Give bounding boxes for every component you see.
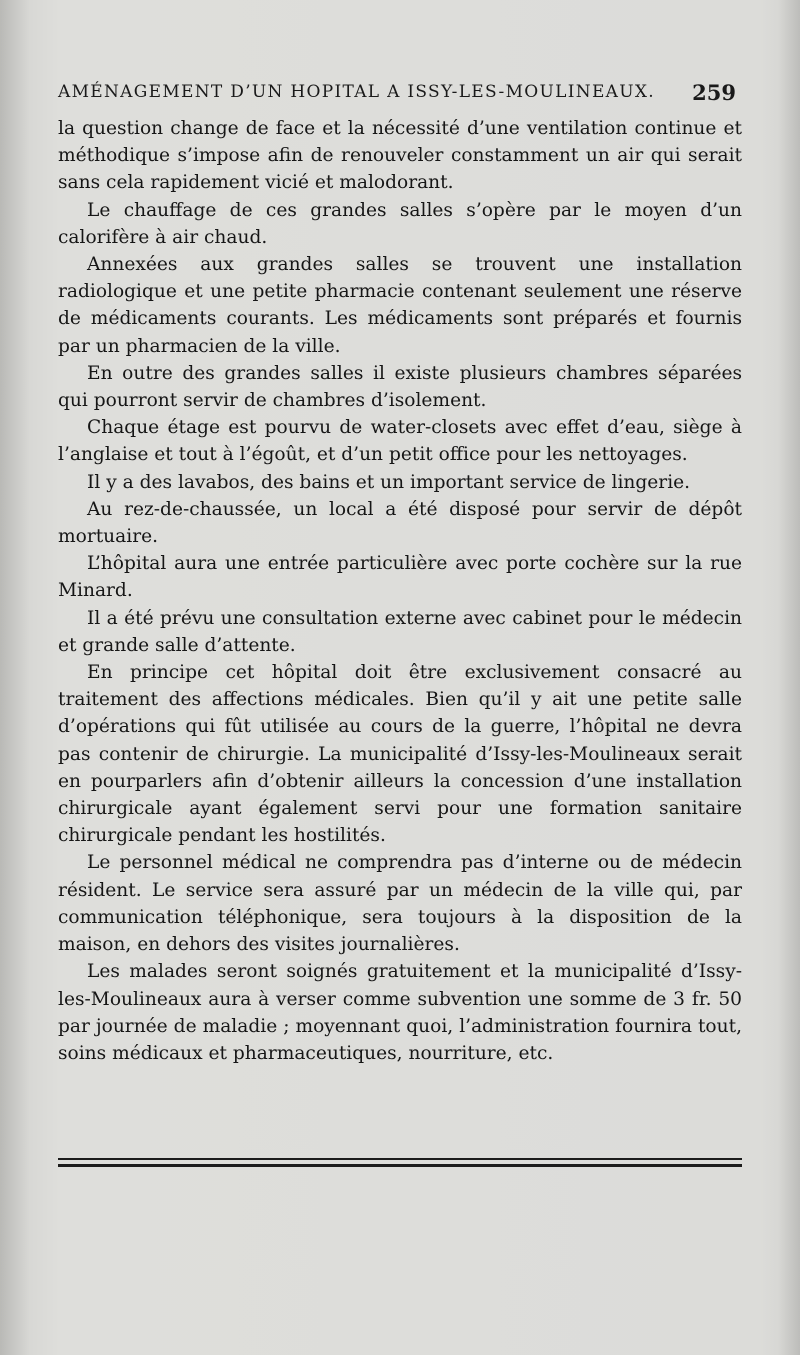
- paragraph-ventilation: la question change de face et la nécessité d’une ventilation continue et méthodique s’impose afin de renouveler constamment un air qui serait sans cela rapidement vicié et malodorant.: [58, 118, 742, 194]
- paragraph-depot-mortuaire: Au rez-de-chaussée, un local a été disposé pour servir de dépôt mortuaire.: [58, 498, 742, 548]
- paragraph-personnel-medical: Le personnel médical ne comprendra pas d’interne ou de médecin résident. Le service sera assuré par un médecin de la ville qui, par communication téléphonique, sera toujours à la disposition de la maison, en dehors des visites journalières.: [58, 852, 742, 956]
- end-rule-thick: [58, 1164, 742, 1167]
- paragraph-entree: L’hôpital aura une entrée particulière avec porte cochère sur la rue Minard.: [58, 553, 742, 602]
- page-number: 259: [692, 80, 736, 105]
- paragraph-radiologie-pharmacie: Annexées aux grandes salles se trouvent une installation radiologique et une petite pharmacie contenant seulement une réserve de médicaments courants. Les médicaments sont préparés et fournis par un pharmacien de la ville.: [58, 254, 742, 357]
- paragraph-chauffage: Le chauffage de ces grandes salles s’opère par le moyen d’un calorifère à air chaud.: [58, 199, 742, 248]
- page-edge-shadow: [778, 0, 800, 1355]
- body-text: [58, 115, 742, 1067]
- header-title: AMÉNAGEMENT D’UN HOPITAL A ISSY-LES-MOULINEAUX.: [58, 82, 655, 102]
- paragraph-subvention: Les malades seront soignés gratuitement et la municipalité d’Issy-les-Moulineaux aura à verser comme subvention une somme de 3 fr. 50 par journée de maladie ; moyennant quoi, l’administration fournira tout, soins médicaux et pharmaceutiques, nourriture, etc.: [58, 961, 742, 1064]
- running-header: [58, 80, 742, 110]
- paragraph-consultation: Il a été prévu une consultation externe avec cabinet pour le médecin et grande salle d’attente.: [58, 607, 742, 656]
- paragraph-affections-medicales: En principe cet hôpital doit être exclusivement consacré au traitement des affections médicales. Bien qu’il y ait une petite salle d’opérations qui fût utilisée au cours de la guerre, l’hôpital ne devra pas contenir de chirurgie. La municipalité d’Issy-les-Moulineaux serait en pourparlers afin d’obtenir ailleurs la concession d’une installation chirurgicale ayant également servi pour une formation sanitaire chirurgicale pendant les hostilités.: [58, 662, 742, 847]
- paragraph-water-closets: Chaque étage est pourvu de water-closets avec effet d’eau, siège à l’anglaise et tout à l’égoût, et d’un petit office pour les nettoyages.: [58, 417, 742, 466]
- paragraph-chambres-isolement: En outre des grandes salles il existe plusieurs chambres séparées qui pourront servir de chambres d’isolement.: [58, 362, 742, 412]
- paragraph-lingerie: Il y a des lavabos, des bains et un important service de lingerie.: [87, 471, 691, 493]
- end-rule-thin: [58, 1158, 742, 1160]
